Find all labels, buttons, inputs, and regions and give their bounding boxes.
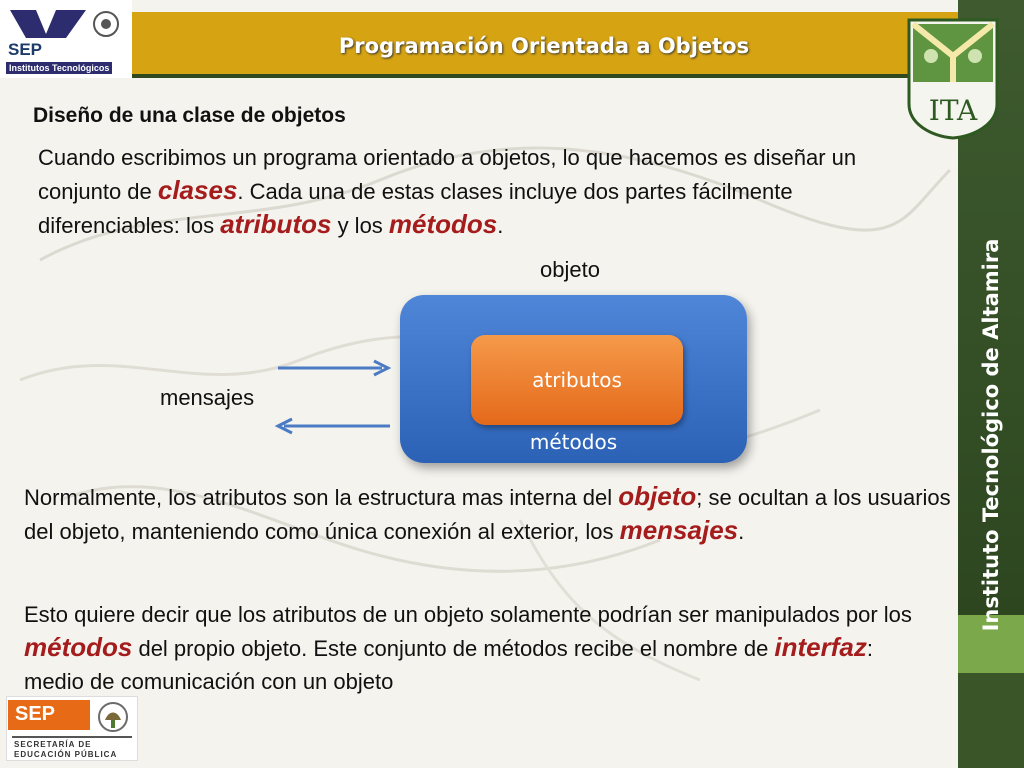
paragraph-text: ; se ocultan a los usuarios del objeto, manteniendo como única conexión al exterior, los xyxy=(24,485,951,544)
message-arrows xyxy=(270,355,400,440)
institute-name: Instituto Tecnológico de Altamira xyxy=(979,238,1003,632)
paragraph-text: . xyxy=(738,519,745,544)
emphasis-metodos: métodos xyxy=(388,209,498,239)
sidebar-top xyxy=(958,0,1024,12)
paragraph-text: del propio objeto. Este conjunto de métodos recibe el nombre de xyxy=(132,636,775,661)
emphasis-clases: clases xyxy=(157,175,238,205)
sep-logo-top xyxy=(0,0,132,78)
ita-logo-text: ITA xyxy=(928,94,978,127)
paragraph-text: Esto quiere decir que los atributos de un objeto solamente podrían ser manipulados por los xyxy=(24,602,912,627)
paragraph-text: . xyxy=(497,213,504,238)
methods-label: métodos xyxy=(529,430,618,454)
paragraph-text: . Cada una de estas clases incluye dos partes fácilmente diferenciables: los xyxy=(38,179,793,238)
sep-logo-bottom-text: SEP xyxy=(15,703,56,725)
page-title: Programación Orientada a Objetos xyxy=(338,34,750,58)
diagram-object-label: objeto xyxy=(540,257,600,282)
emphasis-mensajes: mensajes xyxy=(619,515,739,545)
emphasis-metodos-2: métodos xyxy=(24,632,133,662)
arrow-in-icon xyxy=(278,361,388,375)
paragraph-encapsulation xyxy=(24,480,954,548)
paragraph-text: : medio de comunicación con un objeto xyxy=(24,636,874,694)
section-title: Diseño de una clase de objetos xyxy=(33,104,346,127)
messages-label: mensajes xyxy=(160,385,255,410)
sep-logo-subtitle: Institutos Tecnológicos xyxy=(6,62,112,74)
sep-emblem-icon xyxy=(6,4,126,42)
sep-logo-divider xyxy=(12,736,132,738)
arrow-out-icon xyxy=(278,419,390,433)
ita-shield-icon xyxy=(905,16,1001,140)
eagle-emblem-icon xyxy=(96,700,130,734)
sep-logo-line1: SECRETARÍA DE xyxy=(14,740,92,749)
emphasis-atributos: atributos xyxy=(220,209,332,239)
paragraph-text: Normalmente, los atributos son la estructura mas interna del xyxy=(24,485,619,510)
header-bar xyxy=(0,12,958,78)
paragraph-text: Cuando escribimos un programa orientado a objetos, lo que hacemos es diseñar un conjunto de xyxy=(38,145,857,204)
paragraph-interface xyxy=(24,598,924,698)
sep-logo-line2: EDUCACIÓN PÚBLICA xyxy=(14,750,118,759)
emphasis-interfaz: interfaz xyxy=(774,632,867,662)
emphasis-objeto: objeto xyxy=(618,481,697,511)
paragraph-text: y los xyxy=(331,213,389,238)
sidebar-bottom xyxy=(958,673,1024,768)
sep-logo-text: SEP xyxy=(8,40,43,59)
attributes-label: atributos xyxy=(532,368,622,392)
paragraph-intro xyxy=(38,141,898,242)
